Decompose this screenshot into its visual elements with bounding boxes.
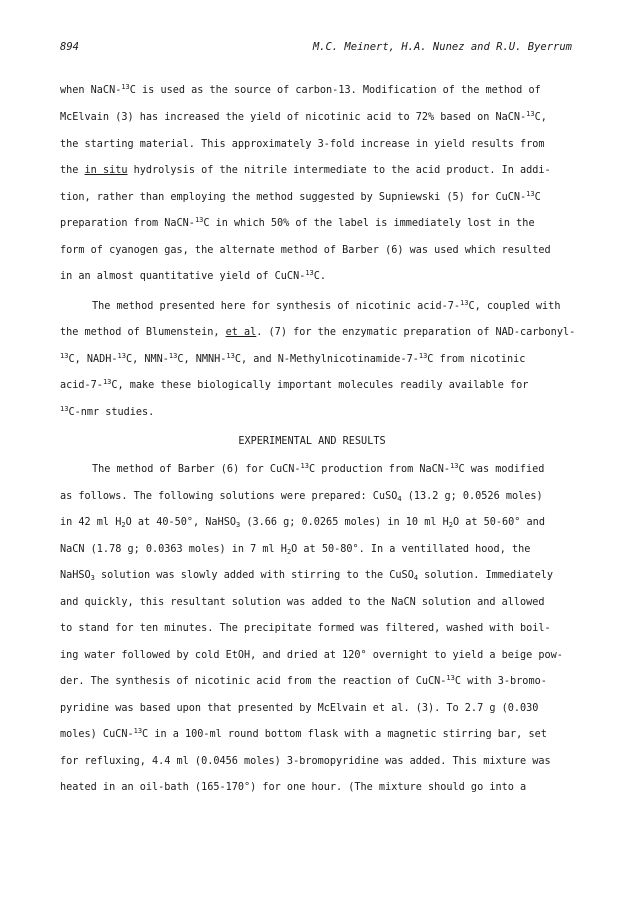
text-line: the in situ hydrolysis of the nitrile intermediate to the acid product. In addi- xyxy=(60,165,551,176)
text-line: in an almost quantitative yield of CuCN-$^{13}$C. xyxy=(60,269,327,282)
text-line: der. The synthesis of nicotinic acid from the reaction of CuCN-$^{13}$C with 3-bromo- xyxy=(60,674,547,687)
text-line: for refluxing, 4.4 ml (0.0456 moles) 3-bromopyridine was added. This mixture was xyxy=(60,756,551,767)
section-heading: EXPERIMENTAL AND RESULTS xyxy=(238,436,386,447)
text-line: tion, rather than employing the method suggested by Supniewski (5) for CuCN-$^{13}$C xyxy=(60,190,541,203)
text-line: McElvain (3) has increased the yield of nicotinic acid to 72% based on NaCN-$^{13}$C, xyxy=(60,110,547,123)
text-line: $^{13}$C-nmr studies. xyxy=(60,405,155,418)
text-line: form of cyanogen gas, the alternate method of Barber (6) was used which resulted xyxy=(60,245,551,256)
text-line: ing water followed by cold EtOH, and dried at 120° overnight to yield a beige pow- xyxy=(60,650,563,661)
text-line: to stand for ten minutes. The precipitate formed was filtered, washed with boil- xyxy=(60,623,551,634)
text-line: moles) CuCN-$^{13}$C in a 100-ml round bottom flask with a magnetic stirring bar, set xyxy=(60,727,547,740)
text-line: the method of Blumenstein, et al. (7) for the enzymatic preparation of NAD-carbonyl- xyxy=(60,327,576,338)
text-line: heated in an oil-bath (165-170°) for one hour. (The mixture should go into a xyxy=(60,782,527,793)
text-line: in 42 ml $H_2O$ at 40-50°, NaHSO$_3$ (3.66 g; 0.0265 moles) in 10 ml $H_2O$ at 50-60° and xyxy=(60,517,545,529)
text-line: pyridine was based upon that presented by McElvain et al. (3). To 2.7 g (0.030 xyxy=(60,703,539,714)
text-line: The method presented here for synthesis of nicotinic acid-7-$^{13}$C, coupled with xyxy=(92,299,561,312)
text-line: the starting material. This approximately 3-fold increase in yield results from xyxy=(60,139,545,150)
text-line: preparation from NaCN-$^{13}$C in which 50% of the label is immediately lost in the xyxy=(60,216,535,229)
page-header xyxy=(60,41,572,57)
text-line: NaCN (1.78 g; 0.0363 moles) in 7 ml $H_2O$ at 50-80°. In a ventillated hood, the xyxy=(60,544,531,556)
text-line: when NaCN-$^{13}$C is used as the source of carbon-13. Modification of the method of xyxy=(60,83,541,96)
text-line: NaHSO$_3$ solution was slowly added with stirring to the CuSO$_4$ solution. Immediately xyxy=(60,570,553,582)
text-line: $^{13}$C, NADH-$^{13}$C, NMN-$^{13}$C, NMNH-$^{13}$C, and N-Methylnicotinamide-7-$^{13}$C from nicotinic xyxy=(60,352,526,365)
page-number: 894 xyxy=(60,41,79,53)
running-head-authors: M.C. Meinert, H.A. Nunez and R.U. Byerrum xyxy=(312,41,572,53)
text-line: acid-7-$^{13}$C, make these biologically important molecules readily available for xyxy=(60,378,529,391)
text-line: The method of Barber (6) for CuCN-$^{13}$C production from NaCN-$^{13}$C was modified xyxy=(92,462,545,475)
text-line: as follows. The following solutions were prepared: CuSO$_4$ (13.2 g; 0.0526 moles) xyxy=(60,491,543,503)
text-line: and quickly, this resultant solution was added to the NaCN solution and allowed xyxy=(60,597,545,608)
